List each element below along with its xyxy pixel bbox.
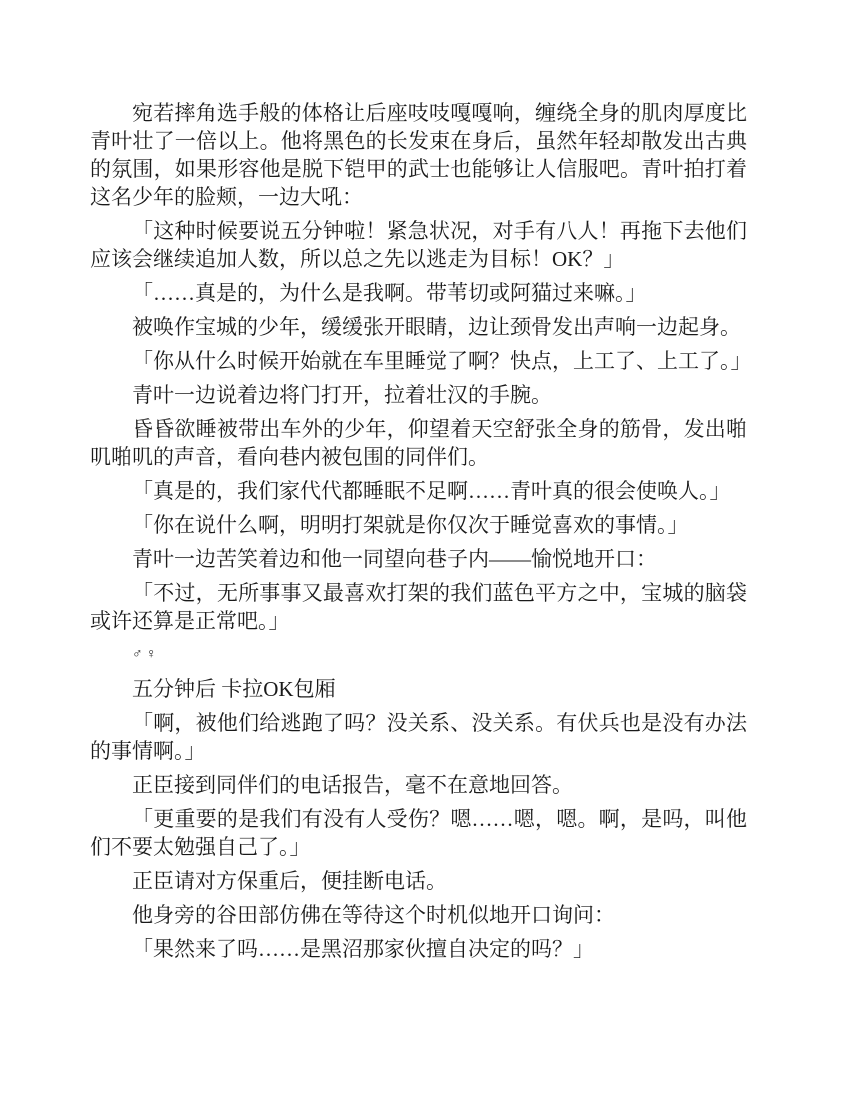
paragraph: 「你在说什么啊，明明打架就是你仅次于睡觉喜欢的事情。」 bbox=[132, 513, 689, 537]
text-column bbox=[90, 99, 752, 969]
paragraph: 「啊，被他们给逃跑了吗？没关系、没关系。有伏兵也是没有办法的事情啊。」 bbox=[90, 711, 747, 763]
scene-heading: 五分钟后 卡拉OK包厢 bbox=[132, 677, 336, 701]
paragraph: 青叶一边苦笑着边和他一同望向巷子内——愉悦地开口： bbox=[132, 547, 657, 571]
scene-divider: ♂ ♀ bbox=[132, 647, 157, 662]
paragraph: 「果然来了吗……是黑沼那家伙擅自决定的吗？」 bbox=[132, 937, 594, 961]
paragraph: 被唤作宝城的少年，缓缓张开眼睛，边让颈骨发出声响一边起身。 bbox=[132, 315, 741, 339]
paragraph: 「你从什么时候开始就在车里睡觉了啊？快点，上工了、上工了。」 bbox=[132, 349, 752, 373]
paragraph: 宛若摔角选手般的体格让后座吱吱嘎嘎响，缠绕全身的肌肉厚度比青叶壮了一倍以上。他将黑色的长发束在身后，虽然年轻却散发出古典的氛围，如果形容他是脱下铠甲的武士也能够让人信服吧。青叶拍打着这名少年的脸颊，一边大吼： bbox=[90, 101, 747, 209]
paragraph: 青叶一边说着边将门打开，拉着壮汉的手腕。 bbox=[132, 383, 552, 407]
paragraph: 正臣接到同伴们的电话报告，毫不在意地回答。 bbox=[132, 773, 573, 797]
paragraph: 「不过，无所事事又最喜欢打架的我们蓝色平方之中，宝城的脑袋或许还算是正常吧。」 bbox=[90, 581, 747, 633]
paragraph: 「真是的，我们家代代都睡眠不足啊……青叶真的很会使唤人。」 bbox=[132, 479, 731, 503]
paragraph: 「……真是的，为什么是我啊。带苇切或阿猫过来嘛。」 bbox=[132, 281, 647, 305]
paragraph: 「这种时候要说五分钟啦！紧急状况，对手有八人！再拖下去他们应该会继续追加人数，所以总之先以逃走为目标！OK？」 bbox=[90, 219, 747, 271]
paragraph: 他身旁的谷田部仿佛在等待这个时机似地开口询问： bbox=[132, 903, 615, 927]
paragraph: 昏昏欲睡被带出车外的少年，仰望着天空舒张全身的筋骨，发出啪叽啪叽的声音，看向巷内被包围的同伴们。 bbox=[90, 417, 747, 469]
paragraph: 「更重要的是我们有没有人受伤？嗯……嗯，嗯。啊，是吗，叫他们不要太勉强自己了。」 bbox=[90, 807, 747, 859]
paragraph: 正臣请对方保重后，便挂断电话。 bbox=[132, 869, 447, 893]
